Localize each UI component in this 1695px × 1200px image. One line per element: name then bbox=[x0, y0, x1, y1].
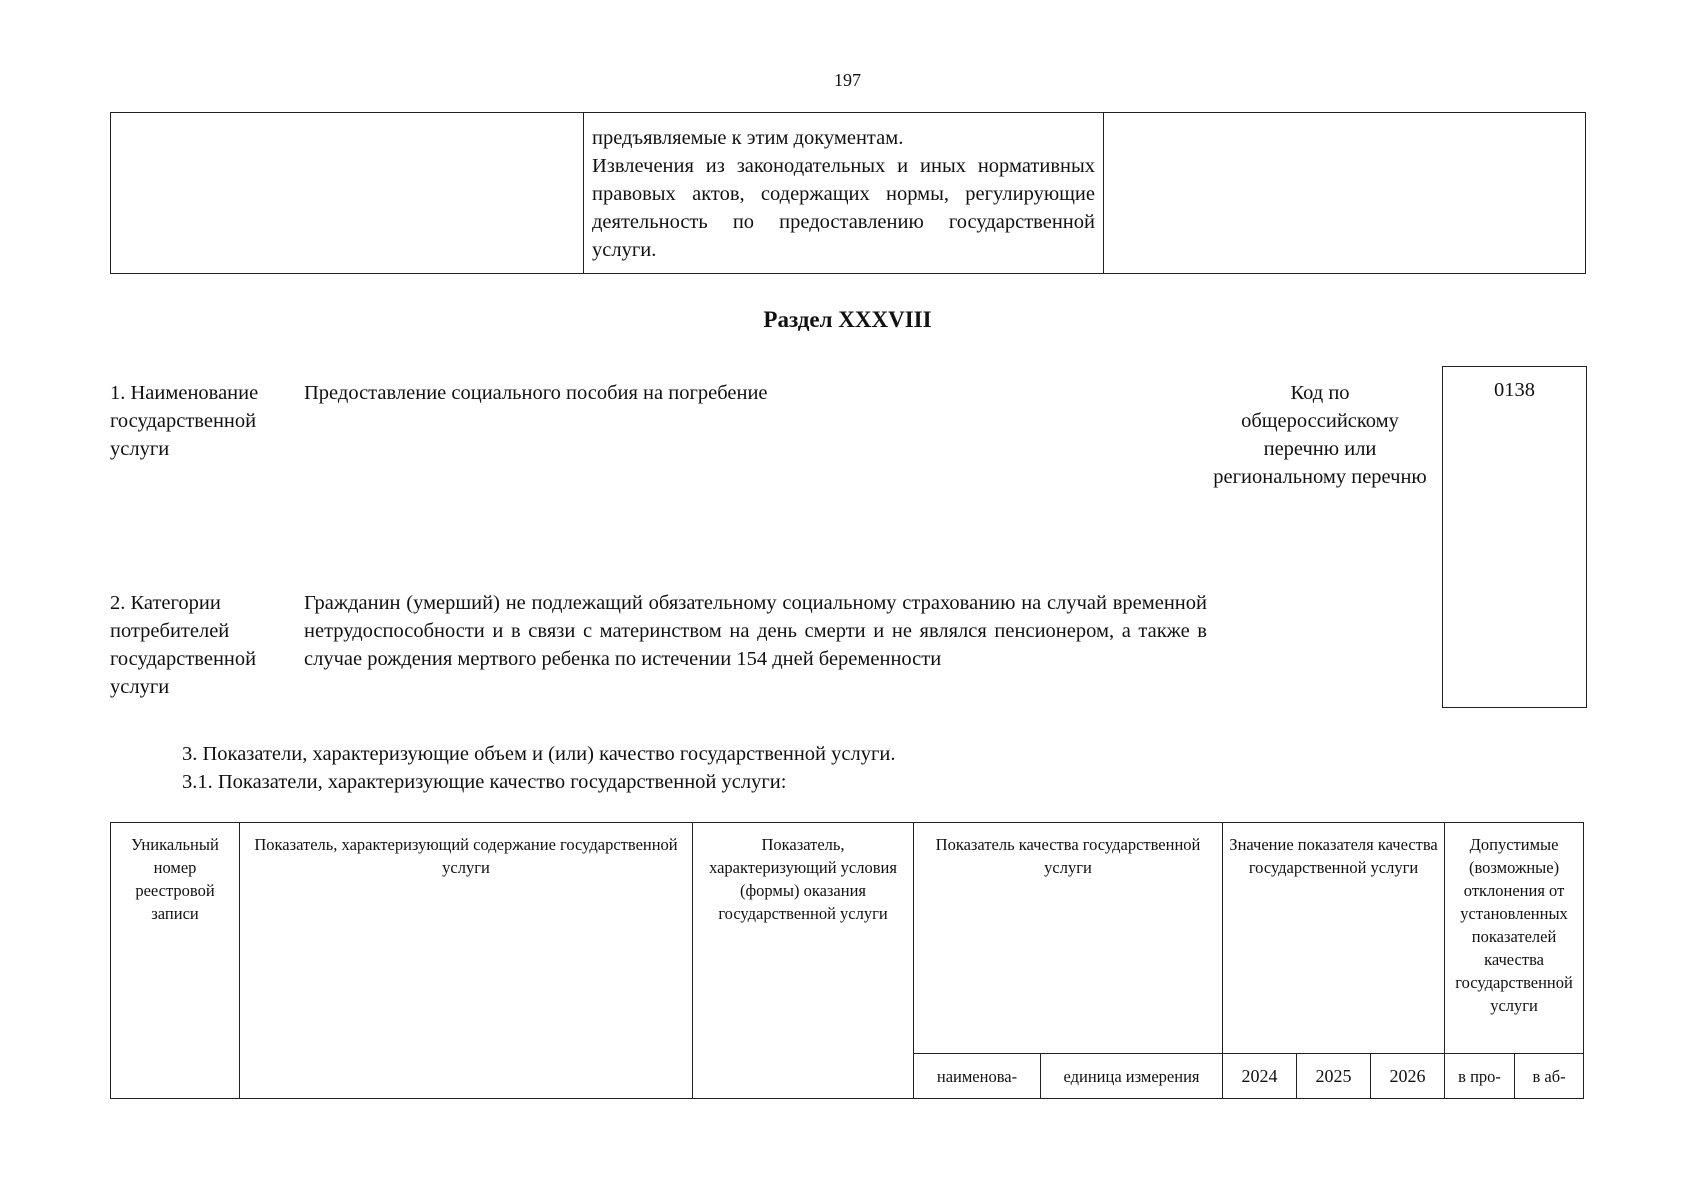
subheader-name: наименова- bbox=[914, 1054, 1041, 1099]
registry-code-box bbox=[1442, 366, 1587, 708]
continuation-cell-middle bbox=[584, 113, 1104, 274]
registry-code-value: 0138 bbox=[1494, 379, 1535, 401]
header-quality-indicator: Показатель качества государственной услуги bbox=[914, 823, 1223, 1054]
subheader-percent: в про- bbox=[1445, 1054, 1515, 1099]
indicators-heading: 3. Показатели, характеризующие объем и (или) качество государственной услуги. bbox=[182, 743, 896, 765]
continuation-cell-right bbox=[1104, 113, 1586, 274]
header-content-indicator: Показатель, характеризующий содержание государственной услуги bbox=[240, 823, 693, 1099]
continuation-text-line: предъявляемые к этим документам. bbox=[592, 127, 904, 149]
service-name-label: 1. Наименование государственной услуги bbox=[110, 382, 259, 460]
service-name-value: Предоставление социального пособия на погребение bbox=[304, 382, 768, 404]
page-number: 197 bbox=[834, 70, 861, 90]
subheader-year-2025: 2025 bbox=[1297, 1054, 1371, 1099]
header-deviations: Допустимые (возможные) отклонения от установленных показателей качества государственной услуги bbox=[1445, 823, 1584, 1054]
continuation-cell-left bbox=[111, 113, 584, 274]
subheader-year-2024: 2024 bbox=[1223, 1054, 1297, 1099]
registry-code-label: Код по общероссийскому перечню или региональному перечню bbox=[1213, 382, 1427, 488]
header-conditions-indicator: Показатель, характеризующий условия (формы) оказания государственной услуги bbox=[693, 823, 914, 1099]
header-quality-value: Значение показателя качества государственной услуги bbox=[1223, 823, 1445, 1054]
consumer-category-label: 2. Категории потребителей государственной услуги bbox=[110, 592, 257, 698]
continuation-text-paragraph: Извлечения из законодательных и иных нормативных правовых актов, содержащих нормы, регулирующие деятельность по предоставлению государственной услуги. bbox=[592, 155, 1095, 261]
header-unique-number: Уникальный номер реестровой записи bbox=[111, 823, 240, 1099]
subheader-absolute: в аб- bbox=[1515, 1054, 1584, 1099]
quality-indicators-table bbox=[110, 822, 1584, 1099]
subheader-year-2026: 2026 bbox=[1371, 1054, 1445, 1099]
continuation-table bbox=[110, 112, 1586, 274]
section-title: Раздел XXXVIII bbox=[763, 307, 932, 332]
consumer-category-value: Гражданин (умерший) не подлежащий обязательному социальному страхованию на случай временной нетрудоспособности и в связи с материнством на день смерти и не являлся пенсионером, а также в случае рождения мертвого ребенка по истечении 154 дней беременности bbox=[304, 592, 1207, 670]
subheader-unit: единица измерения bbox=[1041, 1054, 1223, 1099]
quality-indicators-heading: 3.1. Показатели, характеризующие качество государственной услуги: bbox=[182, 771, 787, 793]
